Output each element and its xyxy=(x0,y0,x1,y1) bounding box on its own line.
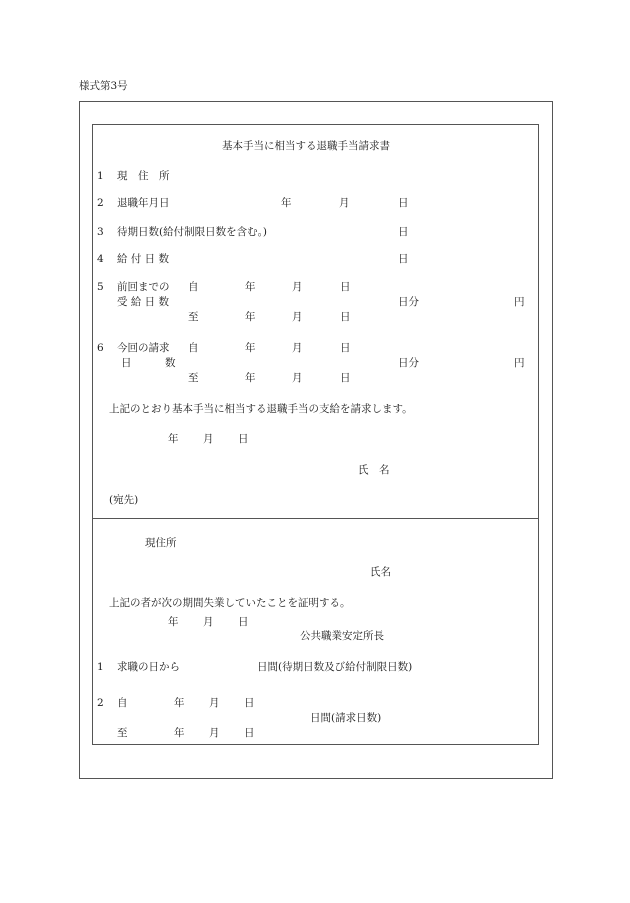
previous-to-year-unit: 年 xyxy=(245,311,256,323)
retirement-day-unit: 日 xyxy=(398,197,409,209)
current-to-month-unit: 月 xyxy=(292,372,303,384)
job-search-start-label: 求職の日から xyxy=(117,661,180,673)
cert-item-2-number: 2 xyxy=(97,697,104,709)
item-3-number: 3 xyxy=(97,226,104,238)
previous-label-line2: 受 給 日 数 xyxy=(117,296,170,308)
waiting-period-days-label: 日間(待期日数及び給付制限日数) xyxy=(257,661,413,673)
cert-item-1-number: 1 xyxy=(97,661,104,673)
retirement-year-unit: 年 xyxy=(281,197,292,209)
cert-to-year-unit: 年 xyxy=(174,727,185,739)
cert-to-month-unit: 月 xyxy=(209,727,220,739)
retirement-month-unit: 月 xyxy=(339,197,350,209)
retirement-date-label: 退職年月日 xyxy=(117,197,170,209)
previous-from-day-unit: 日 xyxy=(340,281,351,293)
current-days-unit: 日分 xyxy=(398,357,419,369)
cert-from-year-unit: 年 xyxy=(174,697,185,709)
previous-from-month-unit: 月 xyxy=(292,281,303,293)
benefit-days-label: 給 付 日 数 xyxy=(117,253,170,265)
cert-from-month-unit: 月 xyxy=(209,697,220,709)
cert-statement: 上記の者が次の期間失業していたことを証明する。 xyxy=(109,597,351,609)
cert-from-day-unit: 日 xyxy=(244,697,255,709)
waiting-days-label: 待期日数(給付制限日数を含む。) xyxy=(117,226,267,238)
previous-from-label: 自 xyxy=(188,281,199,293)
current-from-month-unit: 月 xyxy=(292,342,303,354)
request-statement: 上記のとおり基本手当に相当する退職手当の支給を請求します。 xyxy=(109,403,413,415)
cert-to-label: 至 xyxy=(117,727,128,739)
cert-day-unit: 日 xyxy=(238,616,249,628)
previous-label-line1: 前回までの xyxy=(117,281,170,293)
item-5-number: 5 xyxy=(97,281,104,293)
cert-from-label: 自 xyxy=(117,697,128,709)
current-to-year-unit: 年 xyxy=(245,372,256,384)
previous-to-day-unit: 日 xyxy=(340,311,351,323)
current-to-label: 至 xyxy=(188,372,199,384)
item-2-number: 2 xyxy=(97,197,104,209)
benefit-days-unit: 日 xyxy=(398,253,409,265)
item-1-number: 1 xyxy=(97,170,104,182)
request-year-unit: 年 xyxy=(168,433,179,445)
cert-year-unit: 年 xyxy=(168,616,179,628)
claim-days-label: 日間(請求日数) xyxy=(310,712,382,724)
current-address-label: 現 住 所 xyxy=(117,170,170,182)
form-title: 基本手当に相当する退職手当請求書 xyxy=(222,140,390,152)
section-divider xyxy=(92,518,539,519)
addressee-label: (宛先) xyxy=(109,494,139,506)
request-month-unit: 月 xyxy=(203,433,214,445)
cert-name-label: 氏名 xyxy=(370,566,391,578)
previous-to-month-unit: 月 xyxy=(292,311,303,323)
item-6-number: 6 xyxy=(97,342,104,354)
item-4-number: 4 xyxy=(97,253,104,265)
applicant-name-label: 氏 名 xyxy=(358,464,390,476)
previous-yen-unit: 円 xyxy=(514,296,525,308)
previous-days-unit: 日分 xyxy=(398,296,419,308)
current-from-day-unit: 日 xyxy=(340,342,351,354)
current-yen-unit: 円 xyxy=(514,357,525,369)
current-claim-label-day: 日 xyxy=(121,357,132,369)
current-from-label: 自 xyxy=(188,342,199,354)
current-claim-label-line1: 今回の請求 xyxy=(117,342,170,354)
cert-to-day-unit: 日 xyxy=(244,727,255,739)
previous-from-year-unit: 年 xyxy=(245,281,256,293)
request-day-unit: 日 xyxy=(238,433,249,445)
previous-to-label: 至 xyxy=(188,311,199,323)
cert-month-unit: 月 xyxy=(203,616,214,628)
current-claim-label-count: 数 xyxy=(165,357,176,369)
current-to-day-unit: 日 xyxy=(340,372,351,384)
form-table xyxy=(92,124,539,745)
current-from-year-unit: 年 xyxy=(245,342,256,354)
employment-office-director: 公共職業安定所長 xyxy=(300,630,384,642)
cert-address-label: 現住所 xyxy=(145,537,177,549)
form-number: 様式第3号 xyxy=(79,80,128,92)
waiting-days-unit: 日 xyxy=(398,226,409,238)
